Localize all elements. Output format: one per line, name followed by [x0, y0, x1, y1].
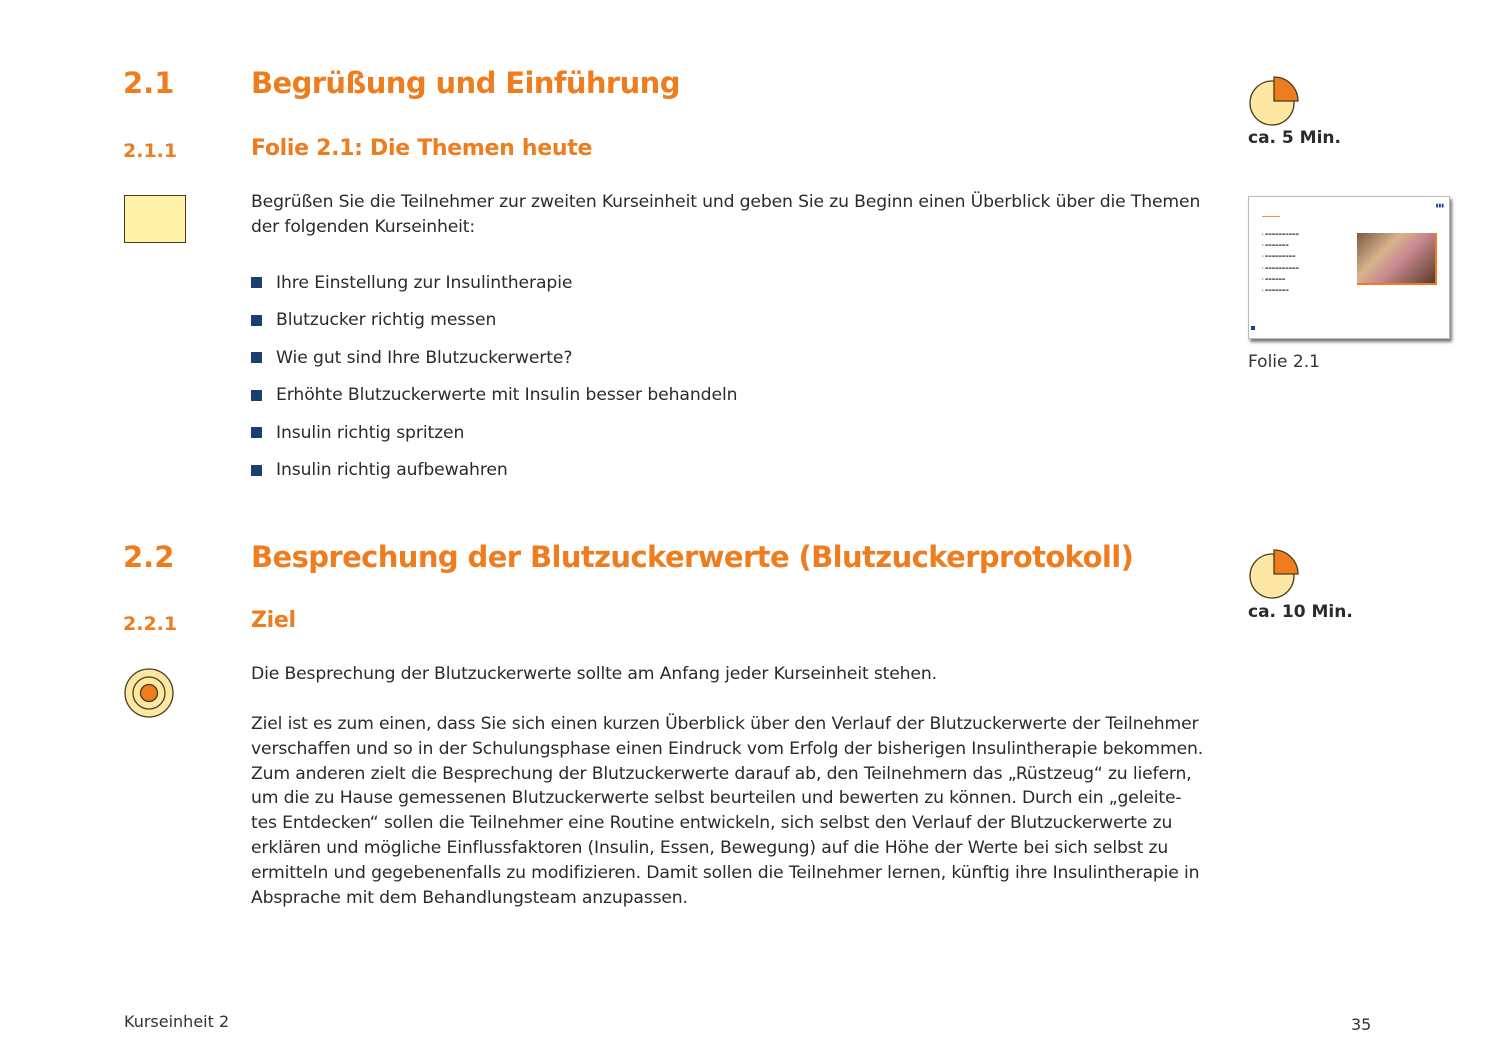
- timer-label: ca. 10 Min.: [1248, 602, 1353, 622]
- timer-5-min: [1247, 74, 1341, 148]
- goal-intro-paragraph: Die Besprechung der Blutzuckerwerte sollte am Anfang jeder Kurseinheit stehen.: [251, 664, 937, 684]
- paragraph-line: Absprache mit dem Behandlungsteam anzupassen.: [251, 887, 688, 908]
- square-bullet-icon: [251, 277, 262, 288]
- section-number: 2.2: [123, 540, 175, 574]
- slide-bullets-graphic: ▸ ▬▬▬▬▬▬▬▬▬▬ ▸ ▬▬▬▬▬▬▬ ▸ ▬▬▬▬▬▬▬▬▬ ▸ ▬▬▬▬▬▬▬▬▬▬ ▸ ▬▬▬▬▬▬ ▸ ▬▬▬▬▬▬▬: [1262, 229, 1299, 296]
- footer-unit-label: Kurseinheit 2: [124, 1012, 230, 1031]
- square-bullet-icon: [251, 427, 262, 438]
- slide-thumbnail: [1248, 196, 1450, 339]
- square-bullet-icon: [251, 390, 262, 401]
- target-icon: [123, 667, 175, 719]
- list-item: Insulin richtig spritzen: [251, 414, 737, 452]
- list-item: Insulin richtig aufbewahren: [251, 452, 737, 490]
- note-box-icon: [124, 195, 186, 243]
- timer-10-min: [1247, 547, 1353, 622]
- slide-caption: Folie 2.1: [1248, 352, 1320, 372]
- square-bullet-icon: [251, 315, 262, 326]
- square-bullet-icon: [251, 352, 262, 363]
- subsection-title: Folie 2.1: Die Themen heute: [251, 136, 593, 161]
- list-item: Erhöhte Blutzuckerwerte mit Insulin besser behandeln: [251, 377, 737, 415]
- slide-title-graphic: ━━━━━━: [1262, 214, 1281, 220]
- timer-label: ca. 5 Min.: [1248, 128, 1341, 148]
- topic-list: [251, 264, 737, 489]
- paragraph-line: ermitteln und gegebenenfalls zu modifizieren. Damit sollen die Teilnehmer lernen, künftig ihre Insulintherapie in: [251, 862, 1200, 883]
- section-title: Besprechung der Blutzuckerwerte (Blutzuckerprotokoll): [251, 540, 1134, 574]
- intro-paragraph: Begrüßen Sie die Teilnehmer zur zweiten Kurseinheit und geben Sie zu Beginn einen Überblick über die Themen der folgenden Kurseinheit:: [251, 192, 1201, 237]
- list-item: Blutzucker richtig messen: [251, 302, 737, 340]
- subsection-number: 2.1.1: [123, 140, 178, 162]
- slide-photo: [1357, 233, 1437, 285]
- goal-paragraph: [251, 712, 1211, 910]
- section-title: Begrüßung und Einführung: [251, 66, 680, 100]
- paragraph-line: erklären und mögliche Einflussfaktoren (Insulin, Essen, Bewegung) auf die Höhe der Werte bei sich selbst zu: [251, 837, 1169, 858]
- pie-clock-icon: [1247, 74, 1307, 134]
- square-bullet-icon: [251, 465, 262, 476]
- pie-clock-icon: [1247, 547, 1307, 607]
- paragraph-line: verschaffen und so in der Schulungsphase einen Eindruck vom Erfolg der bisherigen Insulintherapie bekommen.: [251, 738, 1204, 759]
- list-item: Ihre Einstellung zur Insulintherapie: [251, 264, 737, 302]
- paragraph-line: Zum anderen zielt die Besprechung der Blutzuckerwerte darauf ab, den Teilnehmern das „Rüstzeug“ zu liefern,: [251, 763, 1192, 784]
- subsection-number: 2.2.1: [123, 613, 178, 635]
- slide-logo: ▮▮▮: [1435, 203, 1444, 209]
- list-item: Wie gut sind Ihre Blutzuckerwerte?: [251, 339, 737, 377]
- paragraph-line: um die zu Hause gemessenen Blutzuckerwerte selbst beurteilen und bewerten zu können. Durch ein „geleite-: [251, 788, 1182, 809]
- slide-marker: [1251, 326, 1255, 330]
- section-number: 2.1: [123, 66, 175, 100]
- page-number: 35: [1351, 1015, 1372, 1034]
- subsection-title: Ziel: [251, 608, 296, 633]
- paragraph-line: tes Entdecken“ sollen die Teilnehmer eine Routine entwickeln, sich selbst den Verlauf der Blutzuckerwerte zu: [251, 813, 1173, 834]
- paragraph-line: Ziel ist es zum einen, dass Sie sich einen kurzen Überblick über den Verlauf der Blutzuckerwerte der Teilnehmer: [251, 714, 1199, 734]
